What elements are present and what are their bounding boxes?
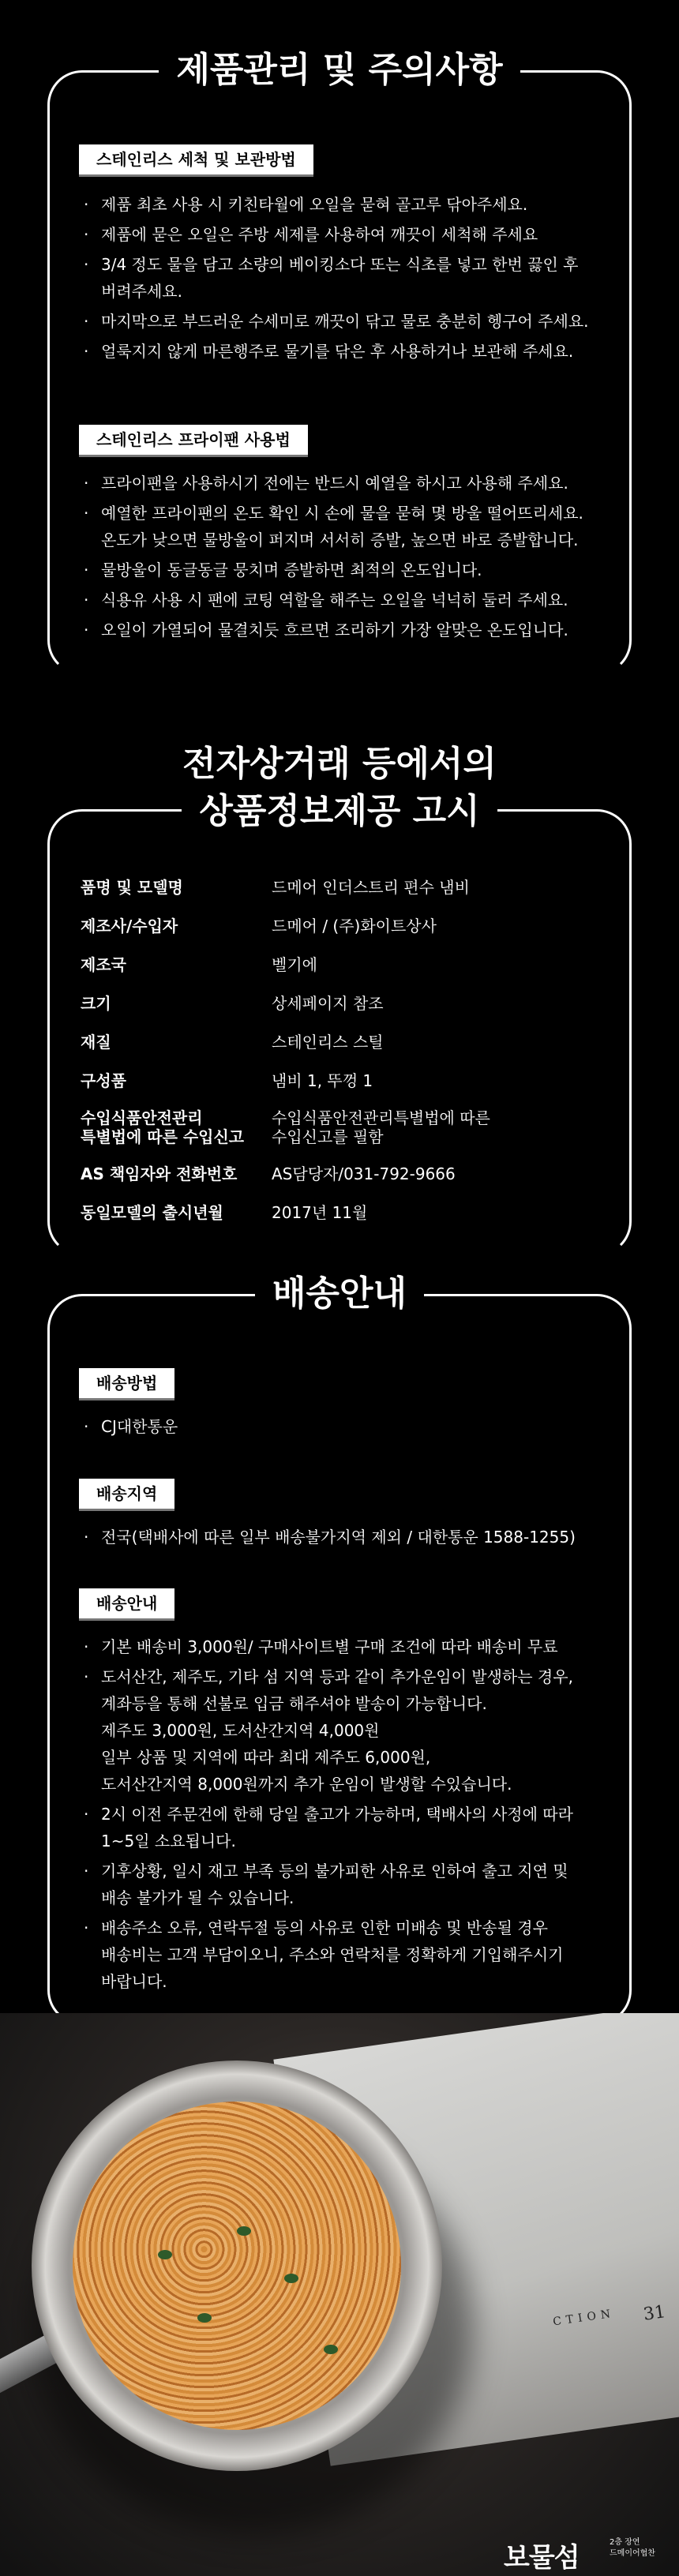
list-item: · 기본 배송비 3,000원/ 구매사이트별 구매 조건에 따라 배송비 무료 [81,1633,616,1660]
list-item: · 3/4 정도 물을 담고 소량의 베이킹소다 또는 식초를 넣고 한번 끓인 후 버려주세요. [81,251,616,305]
care-list-pan [81,470,616,647]
herb [237,2226,251,2236]
paper-number: 31 [642,2302,667,2325]
table-row: 제조사/수입자 드메어 / (주)화이트상사 [81,917,437,936]
shipping-title: 배송안내 [47,1271,632,1317]
shipping-label-method: 배송방법 [79,1368,174,1400]
table-row: 제조국 벨기에 [81,955,317,974]
list-item: · 얼룩지지 않게 마른행주로 물기를 닦은 후 사용하거나 보관해 주세요. [81,338,616,365]
table-row: 동일모델의 출시년월 2017년 11월 [81,1203,368,1222]
list-item: · 배송주소 오류, 연락두절 등의 사유로 인한 미배송 및 반송될 경우 배송비는 고객 부담이오니, 주소와 연락처를 정확하게 기입해주시기 바랍니다. [81,1914,616,1995]
noodles [73,2102,401,2430]
shipping-list-method [81,1413,616,1443]
list-item: · 마지막으로 부드러운 수세미로 깨끗이 닦고 물로 충분히 헹구어 주세요. [81,308,616,335]
herb [197,2313,212,2323]
herb [158,2250,172,2259]
care-section [47,47,632,647]
herb [324,2345,338,2354]
care-list-cleaning [81,191,616,368]
table-row: AS 책임자와 전화번호 AS담당자/031-792-9666 [81,1164,456,1183]
care-label-cleaning: 스테인리스 세척 및 보관방법 [79,144,313,177]
shipping-label-info: 배송안내 [79,1588,174,1621]
table-row: 품명 및 모델명 드메어 인더스트리 편수 냄비 [81,878,470,897]
list-item: · CJ대한통운 [81,1413,616,1440]
list-item: · 프라이팬을 사용하시기 전에는 반드시 예열을 하시고 사용해 주세요. [81,470,616,497]
notice-section [47,741,632,1222]
list-item: · 전국(택배사에 따른 일부 배송불가지역 제외 / 대한통운 1588-1255) [81,1524,616,1550]
list-item: · 제품에 묻은 오일은 주방 세제를 사용하여 깨끗이 세척해 주세요 [81,221,616,248]
list-item: · 물방울이 동글동글 뭉치며 증발하면 최적의 온도입니다. [81,557,616,583]
list-item: · 식용유 사용 시 팬에 코팅 역할을 해주는 오일을 넉넉히 둘러 주세요. [81,587,616,613]
product-photo [0,2013,679,2576]
paper-text: CTION [552,2307,617,2329]
shipping-label-area: 배송지역 [79,1479,174,1511]
notice-table [81,876,616,1240]
brand-subtext: 2층 장연 드메이어협찬 [610,2538,655,2558]
table-row: 재질 스테인리스 스틸 [81,1033,384,1052]
list-item: · 제품 최초 사용 시 키친타월에 오일을 묻혀 골고루 닦아주세요. [81,191,616,218]
table-row: 구성품 냄비 1, 뚜껑 1 [81,1071,373,1090]
shipping-list-info [81,1633,616,1998]
list-item: · 2시 이전 주문건에 한해 당일 출고가 가능하며, 택배사의 사정에 따라 1~5일 소요됩니다. [81,1801,616,1854]
notice-title: 전자상거래 등에서의 상품정보제공 고시 [47,741,632,835]
care-title: 제품관리 및 주의사항 [47,47,632,93]
shipping-section [47,1271,632,2013]
care-label-pan: 스테인리스 프라이팬 사용법 [79,425,308,457]
list-item: · 예열한 프라이팬의 온도 확인 시 손에 물을 묻혀 몇 방울 떨어뜨리세요. 온도가 낮으면 물방울이 퍼지며 서서히 증발, 높으면 바로 증발합니다. [81,500,616,553]
table-row: 수입식품안전관리 특별법에 따른 수입신고 수입식품안전관리특별법에 따른 수입신고를 필함 [81,1108,490,1146]
shipping-list-area [81,1524,616,1554]
table-row: 크기 상세페이지 참조 [81,994,384,1013]
list-item: · 기후상황, 일시 재고 부족 등의 불가피한 사유로 인하여 출고 지연 및 배송 불가가 될 수 있습니다. [81,1858,616,1911]
list-item: · 오일이 가열되어 물결치듯 흐르면 조리하기 가장 알맞은 온도입니다. [81,617,616,643]
herb [284,2274,298,2283]
brand-logo: 보물섬 [504,2542,580,2574]
list-item: · 도서산간, 제주도, 기타 섬 지역 등과 같이 추가운임이 발생하는 경우, 계좌등을 통해 선불로 입금 해주셔야 발송이 가능합니다. 제주도 3,000원, 도서산간지역 4,000원 일부 상품 및 지역에 따라 최대 제주도 6,000원, 도서산간지역 8,000원까지 추가 운임이 발생할 수있습니다. [81,1663,616,1798]
